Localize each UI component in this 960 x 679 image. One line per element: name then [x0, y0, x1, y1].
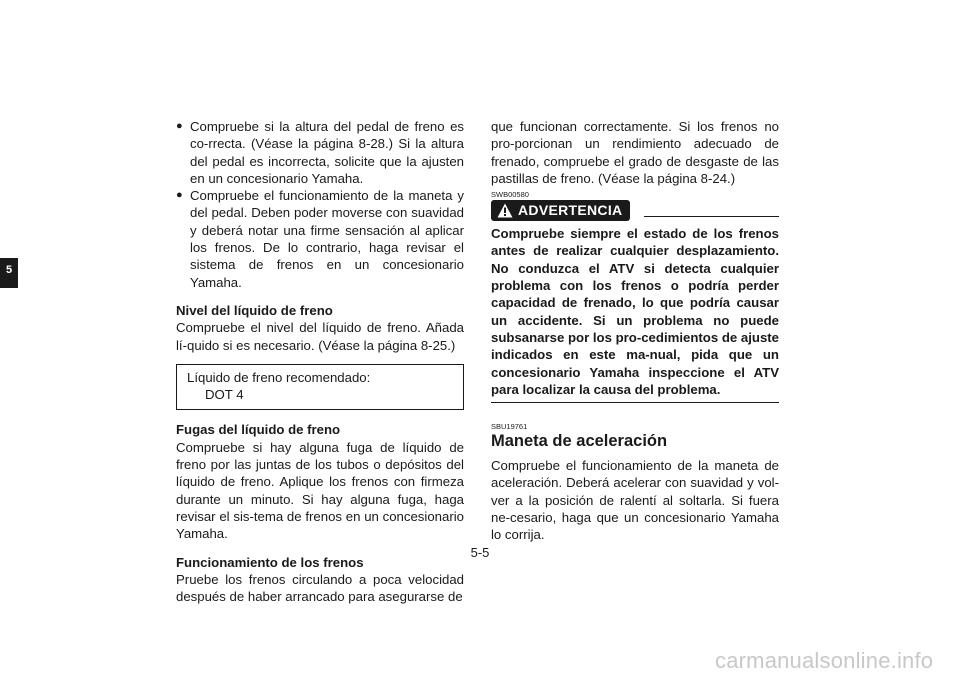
continuation-text: que funcionan correctamente. Si los frenos no pro-porcionan un rendimiento adecuado de frenado, compruebe el grado de desgaste de las pastillas de freno. (Véase la página 8-24.)	[491, 119, 779, 186]
warning-text: Compruebe siempre el estado de los frenos antes de realizar cualquier desplazamiento. No conduzca el ATV si detecta cualquier problema con los frenos o podría perder capacidad de frenado, lo que podría causar un accidente. Si un problema no puede subsanarse por los pro-cedimientos de ajuste indicados en este ma-nual, pida que un concesionario Yamaha inspeccione el ATV para localizar la causa del problema.	[491, 226, 780, 397]
bullet-item	[176, 187, 464, 291]
operation-text: Pruebe los frenos circulando a poca velocidad después de haber arrancado para asegurarse de	[176, 571, 464, 605]
warning-code: SWB00580	[491, 190, 529, 200]
leaks-text: Compruebe si hay alguna fuga de líquido de freno por las juntas de los tubos o depósitos del líquido de freno. Aplique los frenos con firmeza durante un minuto. Si hay alguna fuga, haga revisar el sis-tema de frenos en un concesionario Yamaha.	[176, 439, 464, 542]
page-number: 5-5	[470, 545, 490, 560]
throttle-text: Compruebe el funcionamiento de la maneta de aceleración. Deberá acelerar con suavidad y vol-ver a la posición de ralentí al soltarla. Si fuera ne-cesario, haga que un concesionario Yamaha lo corrija.	[491, 458, 779, 543]
spec-value: DOT 4	[205, 387, 244, 403]
chapter-tab: 5	[0, 258, 18, 288]
spec-box	[176, 364, 464, 411]
warning-end-rule	[491, 402, 779, 403]
warning-label: ADVERTENCIA	[518, 202, 623, 219]
leaks-heading: Fugas del líquido de freno	[176, 422, 341, 438]
bullet-text: Compruebe el funcionamiento de la maneta y del pedal. Deben poder moverse con suavidad y deberá notar una firme sensación al aplicar los frenos. De lo contrario, haga revisar el sistema de frenos en un concesionario Yamaha.	[190, 188, 464, 290]
spec-label: Líquido de freno recomendado:	[187, 369, 371, 385]
fluid-level-heading: Nivel del líquido de freno	[176, 302, 333, 318]
bullet-item	[176, 118, 464, 187]
bullet-icon: ●	[176, 120, 183, 132]
warning-badge	[491, 200, 630, 221]
fluid-level-text: Compruebe el nivel del líquido de freno. Añada lí-quido si es necesario. (Véase la página 8-25.)	[176, 320, 464, 353]
throttle-title: Maneta de aceleración	[491, 432, 668, 451]
warning-triangle-icon	[497, 203, 513, 218]
warning-header	[491, 200, 779, 221]
left-column	[176, 118, 464, 605]
operation-heading: Funcionamiento de los frenos	[176, 554, 364, 570]
bullet-text: Compruebe si la altura del pedal de freno es co-rrecta. (Véase la página 8-28.) Si la altura del pedal es incorrecta, solicite que la ajusten en un concesionario Yamaha.	[190, 119, 464, 186]
throttle-code: SBU19761	[491, 422, 528, 432]
right-column	[491, 118, 779, 544]
watermark: carmanualsonline.info	[715, 648, 934, 673]
warning-divider	[644, 216, 779, 217]
bullet-icon: ●	[176, 189, 183, 202]
